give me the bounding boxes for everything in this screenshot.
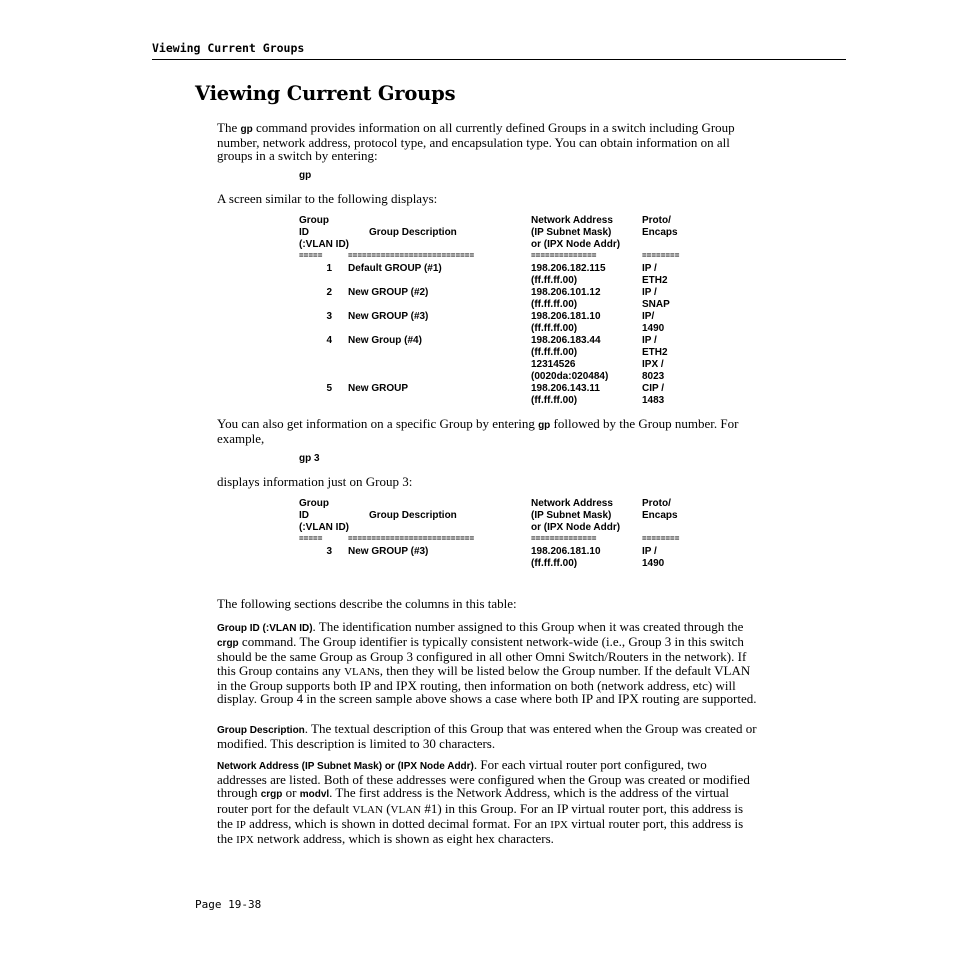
table-row: 3 (326, 311, 332, 322)
columns-intro: The following sections describe the columns in this table: (217, 596, 517, 611)
table1-header-id: Group ID (:VLAN ID) (299, 215, 349, 250)
table1-header-proto: Proto/ Encaps (642, 215, 678, 238)
table-cell-desc: New GROUP (#2) (348, 287, 429, 298)
table-cell-addr: 198.206.181.10 (ff.ff.ff.00) (531, 311, 601, 334)
table1-sep-addr: ============== (531, 251, 597, 260)
table-row: 2 (326, 287, 332, 298)
term-group-id: Group ID (:VLAN ID) (217, 623, 313, 634)
table1-header-desc: Group Description (369, 227, 457, 238)
table-row: 3 (326, 546, 332, 557)
table2-header-addr: Network Address (IP Subnet Mask) or (IPX Node Addr) (531, 498, 621, 533)
table-cell-proto: IP / SNAP (642, 287, 670, 310)
term-network-address: Network Address (IP Subnet Mask) or (IPX Node Addr) (217, 761, 474, 772)
table2-header-id: Group ID (:VLAN ID) (299, 498, 349, 533)
table-cell-addr: 198.206.101.12 (ff.ff.ff.00) (531, 287, 601, 310)
table-row: 4 (326, 335, 332, 346)
table-cell-desc: New Group (#4) (348, 335, 422, 346)
table-row: 5 (326, 383, 332, 394)
command-example-1: gp (299, 170, 312, 181)
header-rule (152, 59, 846, 60)
page-number: Page 19-38 (195, 898, 262, 911)
table2-header-proto: Proto/ Encaps (642, 498, 678, 521)
intro-paragraph (217, 121, 757, 163)
table2-sep-proto: ======== (642, 534, 680, 543)
table2-sep-id: ===== (299, 534, 323, 543)
gp-command-inline: gp (240, 124, 253, 135)
table2-sep-desc: =========================== (348, 534, 475, 543)
crgp-command-inline: crgp (260, 789, 283, 801)
intro-text: The (217, 120, 241, 135)
table-cell-desc: New GROUP (#3) (348, 311, 429, 322)
table-row: 1 (326, 263, 332, 274)
table1-header-addr: Network Address (IP Subnet Mask) or (IPX Node Addr) (531, 215, 621, 250)
group-id-description: Group ID (:VLAN ID). The identification number assigned to this Group when it was created through the crgp command. The Group identifier is typically consistent network-wide (i.e., Group 3 in this switch should be the same Group as Group 3 configured in all other Omni Switch/Routers in the network). If this Group contains any VLANs, then they will be listed below the Group number. If the default VLAN in the Group supports both IP and IPX routing, then information on both (network address, etc) will display. Group 4 in the screen sample above shows a case where both IP and IPX routing are supported. (217, 619, 757, 707)
group-description-description: Group Description. The textual description of this Group that was entered when the Group was created or modified. This description is limited to 30 characters. (217, 721, 757, 752)
specific-paragraph: You can also get information on a specific Group by entering gp followed by the Group number. For example, (217, 416, 739, 447)
table-cell-proto: IP / 1490 (642, 546, 665, 569)
table-cell-addr: 198.206.183.44 (ff.ff.ff.00) 12314526 (0020da:020484) (531, 335, 609, 382)
table1-sep-desc: =========================== (348, 251, 475, 260)
running-header: Viewing Current Groups (152, 41, 305, 55)
table-cell-proto: IP/ 1490 (642, 311, 665, 334)
intro-text: command provides information on all currently defined Groups in a switch including Group number, network address, protocol type, and encapsulation type. You can obtain information on all groups in a switch by entering: (217, 120, 735, 164)
table-cell-proto: CIP / 1483 (642, 383, 665, 406)
table1-sep-proto: ======== (642, 251, 680, 260)
network-address-description: Network Address (IP Subnet Mask) or (IPX Node Addr). For each virtual router port configured, two addresses are listed. Both of these addresses were configured when the Group was created or modified through crgp or modvl. The first address is the Network Address, which is the address of the virtual router port for the default VLAN (VLAN #1) in this Group. For an IP virtual router port, this address is the IP address, which is shown in dotted decimal format. For an IPX virtual router port, this address is the IPX network address, which is shown as eight hex characters. (217, 757, 750, 847)
table-cell-addr: 198.206.181.10 (ff.ff.ff.00) (531, 546, 601, 569)
table-cell-proto: IP / ETH2 (642, 263, 668, 286)
screen-intro: A screen similar to the following displays: (217, 191, 438, 206)
table-cell-addr: 198.206.143.11 (ff.ff.ff.00) (531, 383, 600, 406)
table2-sep-addr: ============== (531, 534, 597, 543)
table2-header-desc: Group Description (369, 510, 457, 521)
gp-command-inline: gp (538, 420, 551, 431)
modvl-command-inline: modvl (299, 789, 330, 801)
table-cell-proto: IP / ETH2 IPX / 8023 (642, 335, 668, 382)
section-title: Viewing Current Groups (195, 82, 456, 105)
group3-intro: displays information just on Group 3: (217, 474, 413, 489)
term-group-description: Group Description (217, 725, 305, 736)
table-cell-addr: 198.206.182.115 (ff.ff.ff.00) (531, 263, 606, 286)
table1-sep-id: ===== (299, 251, 323, 260)
table-cell-desc: New GROUP (#3) (348, 546, 429, 557)
crgp-command-inline: crgp (217, 638, 239, 650)
command-example-2: gp 3 (299, 453, 320, 464)
table-cell-desc: New GROUP (348, 383, 409, 394)
table-cell-desc: Default GROUP (#1) (348, 263, 442, 274)
